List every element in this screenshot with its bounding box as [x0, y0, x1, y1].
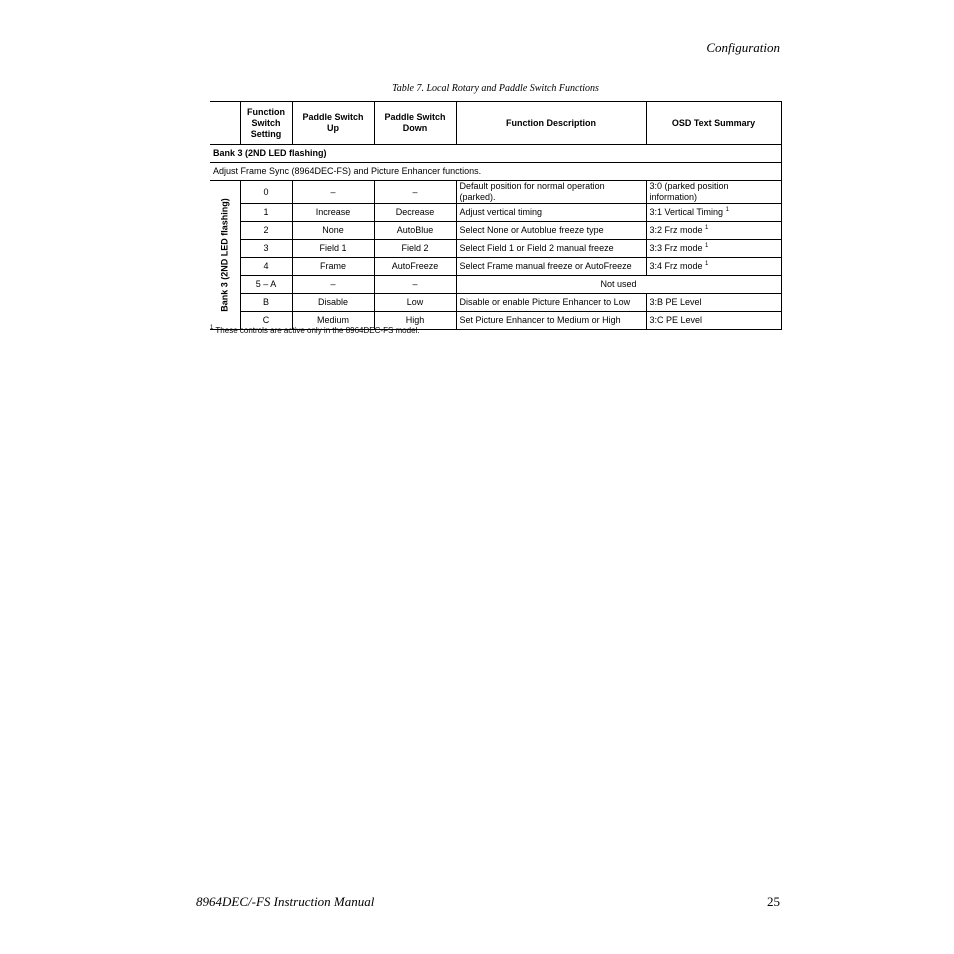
- cell-osd: [646, 222, 781, 240]
- osd-text: 3:B PE Level: [649, 297, 702, 307]
- cell-paddle-down: High: [374, 312, 456, 330]
- cell-paddle-down: Decrease: [374, 204, 456, 222]
- osd-text: 3:3 Frz mode: [649, 243, 703, 253]
- cell-paddle-down: Field 2: [374, 240, 456, 258]
- cell-setting: 1: [240, 204, 292, 222]
- column-header-paddle-down: Paddle Switch Down: [374, 102, 456, 145]
- cell-setting: 2: [240, 222, 292, 240]
- cell-paddle-down: AutoFreeze: [374, 258, 456, 276]
- bank-title: Bank 3 (2ND LED flashing): [210, 145, 781, 163]
- cell-description: Adjust vertical timing: [456, 204, 646, 222]
- cell-paddle-up: –: [292, 276, 374, 294]
- cell-setting: 4: [240, 258, 292, 276]
- cell-paddle-down: –: [374, 276, 456, 294]
- bank-description: Adjust Frame Sync (8964DEC-FS) and Picture Enhancer functions.: [210, 163, 781, 181]
- osd-text: 3:4 Frz mode: [649, 261, 703, 271]
- cell-description: Select Field 1 or Field 2 manual freeze: [456, 240, 646, 258]
- footnote-reference: 1: [705, 261, 709, 267]
- table-caption: Table 7. Local Rotary and Paddle Switch Functions: [392, 83, 599, 94]
- table-row: [210, 222, 781, 240]
- cell-description: Select Frame manual freeze or AutoFreeze: [456, 258, 646, 276]
- column-header-osd: OSD Text Summary: [646, 102, 781, 145]
- bank-side-label-cell: [210, 181, 240, 330]
- osd-text: 3:2 Frz mode: [649, 225, 703, 235]
- cell-paddle-down: –: [374, 181, 456, 204]
- footnote-reference: 1: [705, 243, 709, 249]
- cell-paddle-up: None: [292, 222, 374, 240]
- cell-description: Disable or enable Picture Enhancer to Low: [456, 294, 646, 312]
- footnote-text: These controls are active only in the 8964DEC-FS model.: [215, 326, 420, 335]
- switch-functions-table: [210, 101, 782, 330]
- footnote-mark: 1: [210, 325, 214, 331]
- cell-paddle-down: Low: [374, 294, 456, 312]
- running-header: Configuration: [706, 40, 780, 55]
- table-row: [210, 181, 781, 204]
- cell-setting: B: [240, 294, 292, 312]
- cell-setting: 3: [240, 240, 292, 258]
- column-header-paddle-up: Paddle Switch Up: [292, 102, 374, 145]
- table-row: [210, 276, 781, 294]
- footnote: [210, 326, 420, 335]
- cell-paddle-up: Disable: [292, 294, 374, 312]
- column-header-description: Function Description: [456, 102, 646, 145]
- osd-text: 3:0 (parked position information): [649, 181, 729, 202]
- table-row: [210, 240, 781, 258]
- cell-osd: [646, 240, 781, 258]
- cell-paddle-up: –: [292, 181, 374, 204]
- header-corner: [210, 102, 240, 145]
- cell-description: Select None or Autoblue freeze type: [456, 222, 646, 240]
- cell-osd: [646, 258, 781, 276]
- bank-description-row: [210, 163, 781, 181]
- cell-setting: C: [240, 312, 292, 330]
- cell-paddle-up: Field 1: [292, 240, 374, 258]
- cell-paddle-down: AutoBlue: [374, 222, 456, 240]
- cell-setting: 5 – A: [240, 276, 292, 294]
- footnote-reference: 1: [725, 207, 729, 213]
- cell-description: Default position for normal operation (parked).: [456, 181, 646, 204]
- page-number: 25: [767, 894, 780, 909]
- osd-text: 3:C PE Level: [649, 315, 703, 325]
- cell-osd: [646, 204, 781, 222]
- cell-osd: [646, 312, 781, 330]
- cell-paddle-up: Increase: [292, 204, 374, 222]
- cell-paddle-up: Frame: [292, 258, 374, 276]
- table-header-row: [210, 102, 781, 145]
- bank-side-label: Bank 3 (2ND LED flashing): [219, 198, 230, 312]
- table-row: [210, 204, 781, 222]
- footnote-reference: 1: [705, 225, 709, 231]
- column-header-setting: Function Switch Setting: [240, 102, 292, 145]
- cell-description: Set Picture Enhancer to Medium or High: [456, 312, 646, 330]
- table-row: [210, 294, 781, 312]
- osd-text: 3:1 Vertical Timing: [649, 207, 724, 217]
- cell-description: Not used: [456, 276, 781, 294]
- cell-paddle-up: Medium: [292, 312, 374, 330]
- cell-setting: 0: [240, 181, 292, 204]
- cell-osd: [646, 181, 781, 204]
- cell-osd: [646, 294, 781, 312]
- table-row: [210, 258, 781, 276]
- manual-title: 8964DEC/-FS Instruction Manual: [196, 894, 375, 909]
- bank-title-row: [210, 145, 781, 163]
